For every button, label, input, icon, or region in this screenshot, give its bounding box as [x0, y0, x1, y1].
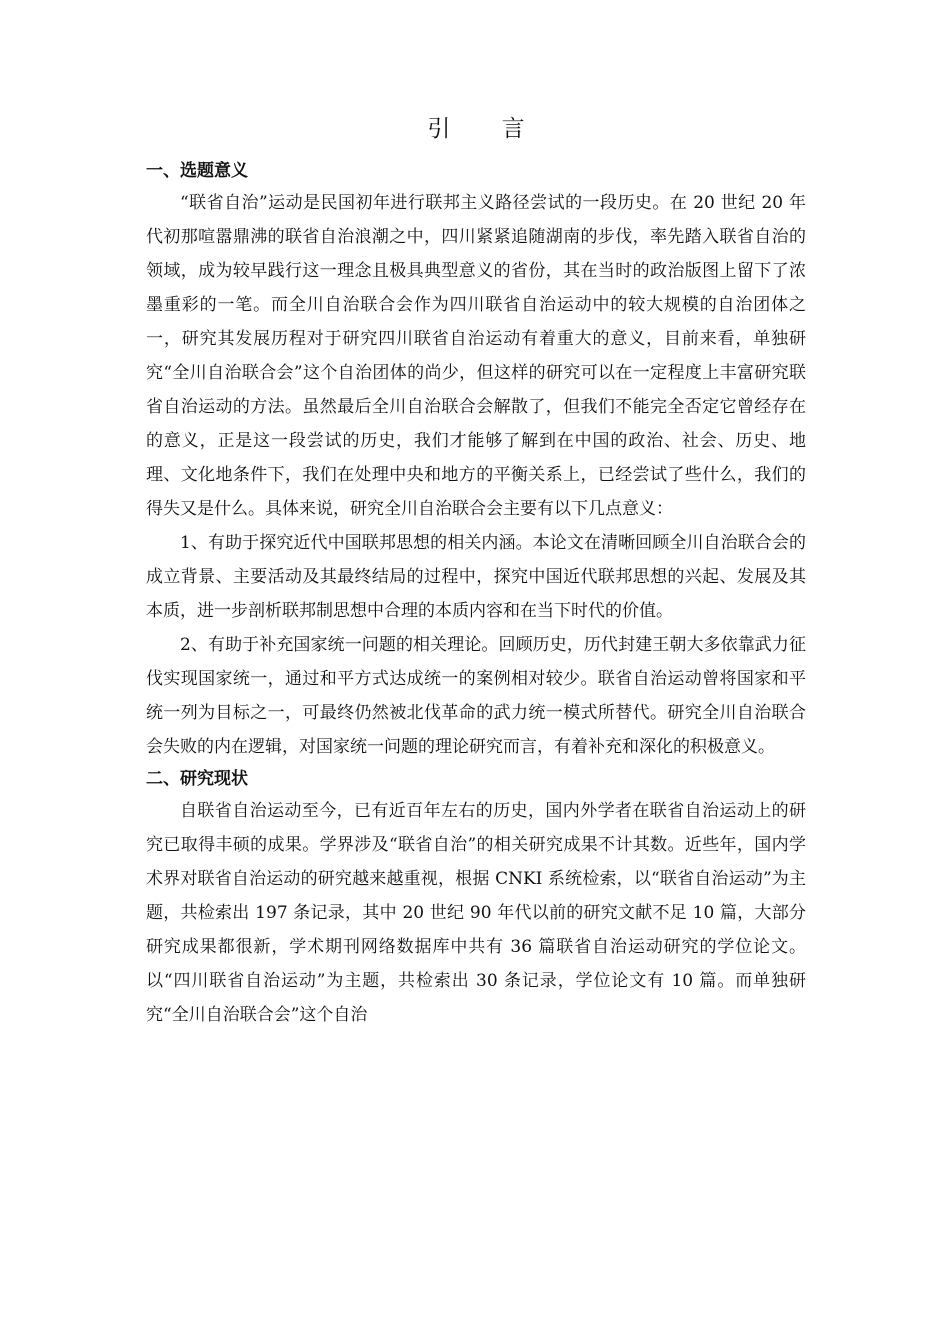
paragraph: 2、有助于补充国家统一问题的相关理论。回顾历史，历代封建王朝大多依靠武力征伐实现国家统一，通过和平方式达成统一的案例相对较少。联省自治运动曾将国家和平统一列为目标之一，可最终仍然被北伐革命的武力统一模式所替代。研究全川自治联合会失败的内在逻辑，对国家统一问题的理论研究而言，有着补充和深化的积极意义。	[146, 635, 806, 757]
section-topic-significance	[146, 156, 806, 764]
paragraph: 自联省自治运动至今，已有近百年左右的历史，国内外学者在联省自治运动上的研究已取得丰硕的成果。学界涉及“联省自治”的相关研究成果不计其数。近些年，国内学术界对联省自治运动的研究越来越重视，根据 CNKI 系统检索，以“联省自治运动”为主题，共检索出 197 条记录，其中 20 世纪 90 年代以前的研究文献不足 10 篇，大部分研究成果都很新，学术期刊网络数据库中共有 36 篇联省自治运动研究的学位论文。以“四川联省自治运动”为主题，共检索出 30 条记录，学位论文有 10 篇。而单独研究“全川自治联合会”这个自治	[146, 801, 806, 1025]
page-title: 引 言	[427, 116, 547, 142]
section-heading: 二、研究现状	[146, 769, 248, 789]
document-page	[146, 112, 806, 1032]
section-research-status	[146, 764, 806, 1032]
paragraph: “联省自治”运动是民国初年进行联邦主义路径尝试的一段历史。在 20 世纪 20 年代初那喧嚣鼎沸的联省自治浪潮之中，四川紧紧追随湖南的步伐，率先踏入联省自治的领域，成为较早践行这一理念且极具典型意义的省份，其在当时的政治版图上留下了浓墨重彩的一笔。而全川自治联合会作为四川联省自治运动中的较大规模的自治团体之一，研究其发展历程对于研究四川联省自治运动有着重大的意义，目前来看，单独研究“全川自治联合会”这个自治团体的尚少，但这样的研究可以在一定程度上丰富研究联省自治运动的方法。虽然最后全川自治联合会解散了，但我们不能完全否定它曾经存在的意义，正是这一段尝试的历史，我们才能够了解到在中国的政治、社会、历史、地理、文化地条件下，我们在处理中央和地方的平衡关系上，已经尝试了些什么，我们的得失又是什么。具体来说，研究全川自治联合会主要有以下几点意义：	[146, 193, 806, 519]
section-heading: 一、选题意义	[146, 161, 248, 181]
paragraph: 1、有助于探究近代中国联邦思想的相关内涵。本论文在清晰回顾全川自治联合会的成立背景、主要活动及其最终结局的过程中，探究中国近代联邦思想的兴起、发展及其本质，进一步剖析联邦制思想中合理的本质内容和在当下时代的价值。	[146, 533, 806, 621]
